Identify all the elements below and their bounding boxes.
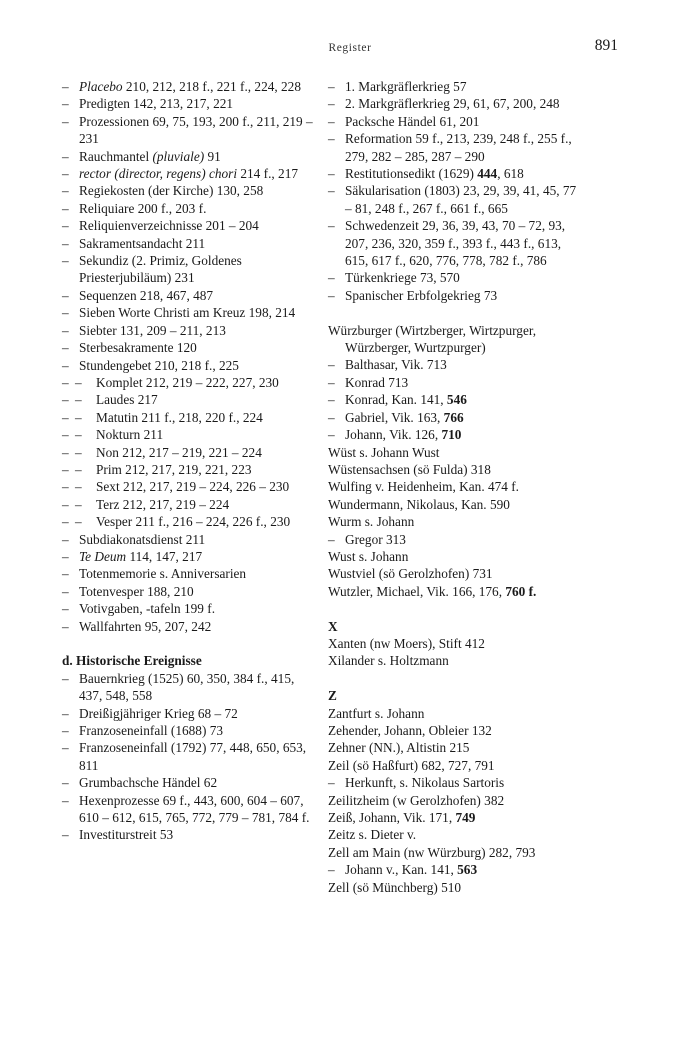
dash-marker: – — [62, 444, 69, 460]
entry-text: Spanischer Erbfolgekrieg 73 — [345, 287, 498, 303]
entry-text: Gabriel, Vik. 163, 766 — [345, 409, 464, 425]
entry-text: Wutzler, Michael, Vik. 166, 176, 760 f. — [328, 583, 537, 599]
index-entry — [328, 739, 582, 756]
index-entry — [328, 652, 582, 669]
index-entry — [62, 583, 316, 600]
entry-text: Wüstensachsen (sö Fulda) 318 — [328, 461, 491, 477]
dash-marker: – — [62, 235, 69, 251]
index-entry — [328, 217, 582, 269]
entry-text: Herkunft, s. Nikolaus Sartoris — [345, 775, 505, 791]
entry-text: Rauchmantel (pluviale) 91 — [79, 148, 221, 164]
index-entry — [328, 95, 582, 112]
index-entry — [328, 879, 582, 896]
entry-text: Johann, Vik. 126, 710 — [345, 427, 462, 443]
entry-text: Konrad, Kan. 141, 546 — [345, 392, 467, 408]
entry-text: Terz 212, 217, 219 – 224 — [96, 496, 230, 512]
entry-text: Komplet 212, 219 – 222, 227, 230 — [96, 374, 279, 390]
entry-text: Sext 212, 217, 219 – 224, 226 – 230 — [96, 479, 290, 495]
dash-marker: – — [62, 96, 69, 112]
index-entry — [62, 287, 316, 304]
index-entry — [328, 531, 582, 548]
entry-text: Reformation 59 f., 213, 239, 248 f., 255 f., 279, 282 – 285, 287 – 290 — [345, 131, 572, 164]
dash-marker: – — [328, 374, 335, 390]
entry-text: Zehner (NN.), Altistin 215 — [328, 740, 470, 756]
entry-text: Xilander s. Holtzmann — [328, 653, 449, 669]
page-number: 891 — [594, 37, 618, 54]
dash-marker: – — [62, 357, 69, 373]
entry-text: Franzoseneinfall (1792) 77, 448, 650, 653, 811 — [79, 740, 307, 773]
index-entry — [328, 844, 582, 861]
entry-text: Würzburger (Wirtzberger, Wirtzpurger, Würzberger, Wurtzpurger) — [328, 322, 537, 356]
index-entry — [328, 269, 582, 286]
entry-text: Wurm s. Johann — [328, 514, 415, 530]
dash-marker: – — [62, 392, 69, 408]
dash-marker: – — [62, 583, 69, 599]
dash-marker: – — [62, 183, 69, 199]
entry-text: Wüst s. Johann Wust — [328, 444, 440, 460]
index-entry — [328, 287, 582, 304]
entry-text: Zell am Main (nw Würzburg) 282, 793 — [328, 844, 536, 860]
dash-marker: – — [62, 566, 69, 582]
entry-text: Prozessionen 69, 75, 193, 200 f., 211, 219 – 231 — [79, 113, 313, 147]
dash-marker: – — [328, 218, 335, 234]
entry-text: Nokturn 211 — [96, 427, 164, 443]
entry-text: Konrad 713 — [345, 374, 409, 390]
dash-marker: – — [62, 200, 69, 216]
entry-text: rector (director, regens) chori 214 f., 217 — [79, 166, 299, 182]
dash-marker: – — [62, 253, 69, 269]
index-entry — [328, 583, 582, 600]
page-header — [0, 37, 700, 57]
dash-marker: – — [328, 392, 335, 408]
index-entry — [328, 165, 582, 182]
entry-text: Zeitz s. Dieter v. — [328, 827, 417, 843]
letter-heading: X — [328, 618, 338, 634]
entry-text: Placebo 210, 212, 218 f., 221 f., 224, 228 — [79, 79, 301, 94]
index-entry — [62, 531, 316, 548]
dash-marker: – — [62, 531, 69, 547]
entry-text: Zell (sö Münchberg) 510 — [328, 879, 462, 895]
entry-text: Prim 212, 217, 219, 221, 223 — [96, 461, 252, 477]
index-entry — [62, 426, 316, 443]
dash-marker: – — [328, 79, 335, 94]
entry-text: Totenvesper 188, 210 — [79, 583, 194, 599]
index-entry — [62, 374, 316, 391]
dash-marker: – — [62, 827, 69, 843]
dash-marker: – — [75, 392, 82, 408]
entry-text: 1. Markgräflerkrieg 57 — [345, 79, 467, 94]
index-entry — [62, 339, 316, 356]
letter-heading: Z — [328, 688, 337, 704]
entry-text: Türkenkriege 73, 570 — [345, 270, 460, 286]
index-entry — [62, 444, 316, 461]
dash-marker: – — [62, 409, 69, 425]
index-entry — [328, 391, 582, 408]
dash-marker: – — [328, 409, 335, 425]
index-entry — [328, 356, 582, 373]
entry-text: Wustviel (sö Gerolzhofen) 731 — [328, 566, 493, 582]
index-entry — [328, 635, 582, 652]
dash-marker: – — [75, 444, 82, 460]
index-entry — [328, 374, 582, 391]
dash-marker: – — [328, 183, 335, 199]
entry-text: Sieben Worte Christi am Kreuz 198, 214 — [79, 305, 296, 321]
entry-text: Stundengebet 210, 218 f., 225 — [79, 357, 239, 373]
index-entry — [62, 304, 316, 321]
running-head: Register — [328, 42, 372, 54]
dash-marker: – — [328, 113, 335, 129]
entry-text: Matutin 211 f., 218, 220 f., 224 — [96, 409, 263, 425]
dash-marker: – — [62, 548, 69, 564]
dash-marker: – — [62, 601, 69, 617]
entry-text: Dreißigjähriger Krieg 68 – 72 — [79, 705, 238, 721]
index-entry — [62, 409, 316, 426]
entry-text: 2. Markgräflerkrieg 29, 61, 67, 200, 248 — [345, 96, 560, 112]
entry-text: Franzoseneinfall (1688) 73 — [79, 723, 224, 739]
dash-marker: – — [62, 740, 69, 756]
entry-text: Wust s. Johann — [328, 548, 409, 564]
entry-text: Bauernkrieg (1525) 60, 350, 384 f., 415, 437, 548, 558 — [79, 670, 295, 704]
index-entry — [328, 757, 582, 774]
entry-text: Totenmemorie s. Anniversarien — [79, 566, 247, 582]
dash-marker: – — [75, 461, 82, 477]
index-entry — [328, 78, 582, 95]
entry-text: Balthasar, Vik. 713 — [345, 357, 447, 373]
index-entry — [328, 496, 582, 513]
entry-text: Regiekosten (der Kirche) 130, 258 — [79, 183, 264, 199]
entry-text: Sterbesakramente 120 — [79, 340, 197, 356]
entry-text: Siebter 131, 209 – 211, 213 — [79, 322, 226, 338]
index-entry — [328, 426, 582, 443]
dash-marker: – — [62, 427, 69, 443]
entry-text: Zeil (sö Haßfurt) 682, 727, 791 — [328, 757, 495, 773]
index-entry — [62, 200, 316, 217]
dash-marker: – — [75, 496, 82, 512]
dash-marker: – — [62, 79, 69, 94]
index-entry — [328, 705, 582, 722]
dash-marker: – — [62, 461, 69, 477]
dash-marker: – — [62, 496, 69, 512]
spacer — [328, 670, 582, 687]
index-entry — [328, 113, 582, 130]
index-entry — [62, 182, 316, 199]
dash-marker: – — [75, 427, 82, 443]
index-entry — [62, 705, 316, 722]
dash-marker: – — [62, 322, 69, 338]
spacer — [328, 600, 582, 617]
entry-text: Te Deum 114, 147, 217 — [79, 548, 203, 564]
dash-marker: – — [62, 670, 69, 686]
index-entry — [328, 861, 582, 878]
entry-text: Hexenprozesse 69 f., 443, 600, 604 – 607, 610 – 612, 615, 765, 772, 779 – 781, 784 f. — [79, 792, 310, 826]
index-entry — [62, 217, 316, 234]
index-entry — [62, 722, 316, 739]
index-entry — [328, 722, 582, 739]
entry-text: Wundermann, Nikolaus, Kan. 590 — [328, 496, 510, 512]
dash-marker: – — [328, 531, 335, 547]
dash-marker: – — [62, 775, 69, 791]
entry-text: Non 212, 217 – 219, 221 – 224 — [96, 444, 262, 460]
entry-text: Sakramentsandacht 211 — [79, 235, 206, 251]
index-entry — [62, 774, 316, 791]
dash-marker: – — [75, 514, 82, 530]
index-entry — [328, 322, 582, 357]
index-entry — [62, 148, 316, 165]
index-entry — [62, 322, 316, 339]
index-entry — [328, 792, 582, 809]
index-entry — [62, 496, 316, 513]
index-entry — [62, 600, 316, 617]
index-entry — [62, 565, 316, 582]
entry-text: Säkularisation (1803) 23, 29, 39, 41, 45, 77 – 81, 248 f., 267 f., 661 f., 665 — [345, 183, 577, 216]
entry-text: Reliquienverzeichnisse 201 – 204 — [79, 218, 259, 234]
index-entry — [328, 809, 582, 826]
entry-text: Zehender, Johann, Obleier 132 — [328, 722, 492, 738]
dash-marker: – — [328, 287, 335, 303]
index-entry — [328, 461, 582, 478]
entry-text: Gregor 313 — [345, 531, 406, 547]
dash-marker: – — [62, 148, 69, 164]
index-column-left — [62, 78, 316, 844]
entry-text: Subdiakonatsdienst 211 — [79, 531, 206, 547]
entry-text: Zeilitzheim (w Gerolzhofen) 382 — [328, 792, 505, 808]
dash-marker: – — [75, 374, 82, 390]
dash-marker: – — [328, 427, 335, 443]
index-entry — [62, 165, 316, 182]
index-entry — [328, 182, 582, 217]
index-entry — [62, 357, 316, 374]
spacer — [328, 304, 582, 321]
entry-text: Schwedenzeit 29, 36, 39, 43, 70 – 72, 93, 207, 236, 320, 359 f., 393 f., 443 f., 613, 615, 617 f., 620, 776, 778, 782 f., 786 — [345, 218, 566, 269]
section-heading: d. Historische Ereignisse — [62, 653, 202, 669]
index-entry — [62, 739, 316, 774]
entry-text: Packsche Händel 61, 201 — [345, 113, 480, 129]
index-entry — [62, 235, 316, 252]
index-entry — [62, 670, 316, 705]
dash-marker: – — [328, 775, 335, 791]
dash-marker: – — [328, 166, 335, 182]
index-entry — [62, 513, 316, 530]
index-entry — [62, 826, 316, 843]
entry-text: Restitutionsedikt (1629) 444, 618 — [345, 166, 524, 182]
entry-text: Laudes 217 — [96, 392, 158, 408]
entry-text: Johann v., Kan. 141, 563 — [345, 862, 478, 878]
dash-marker: – — [328, 357, 335, 373]
index-entry — [62, 391, 316, 408]
entry-text: Zantfurt s. Johann — [328, 705, 425, 721]
dash-marker: – — [62, 340, 69, 356]
index-entry — [328, 513, 582, 530]
spacer — [62, 635, 316, 652]
index-entry — [328, 478, 582, 495]
entry-text: Xanten (nw Moers), Stift 412 — [328, 635, 485, 651]
index-entry — [328, 444, 582, 461]
dash-marker: – — [62, 113, 69, 129]
dash-marker: – — [75, 409, 82, 425]
entry-text: Sekundiz (2. Primiz, Goldenes Priesterjubiläum) 231 — [79, 253, 242, 286]
entry-text: Reliquiare 200 f., 203 f. — [79, 200, 207, 216]
index-entry — [328, 826, 582, 843]
dash-marker: – — [62, 792, 69, 808]
dash-marker: – — [75, 479, 82, 495]
dash-marker: – — [62, 705, 69, 721]
dash-marker: – — [62, 514, 69, 530]
index-entry — [62, 548, 316, 565]
dash-marker: – — [62, 618, 69, 634]
index-entry — [62, 95, 316, 112]
index-entry — [62, 792, 316, 827]
index-entry — [328, 548, 582, 565]
index-entry — [62, 461, 316, 478]
index-entry — [62, 618, 316, 635]
index-entry — [62, 113, 316, 148]
index-entry — [328, 409, 582, 426]
index-entry — [328, 565, 582, 582]
dash-marker: – — [62, 479, 69, 495]
entry-text: Wallfahrten 95, 207, 242 — [79, 618, 212, 634]
entry-text: Votivgaben, -tafeln 199 f. — [79, 601, 216, 617]
dash-marker: – — [62, 305, 69, 321]
entry-text: Grumbachsche Händel 62 — [79, 775, 218, 791]
dash-marker: – — [328, 862, 335, 878]
dash-marker: – — [328, 131, 335, 147]
index-entry — [328, 130, 582, 165]
dash-marker: – — [328, 96, 335, 112]
entry-text: Sequenzen 218, 467, 487 — [79, 287, 214, 303]
entry-text: Investiturstreit 53 — [79, 827, 174, 843]
entry-text: Vesper 211 f., 216 – 224, 226 f., 230 — [96, 514, 291, 530]
dash-marker: – — [62, 374, 69, 390]
dash-marker: – — [62, 287, 69, 303]
index-column-right — [328, 78, 582, 896]
dash-marker: – — [62, 723, 69, 739]
dash-marker: – — [62, 166, 69, 182]
index-entry — [328, 774, 582, 791]
entry-text: Predigten 142, 213, 217, 221 — [79, 96, 234, 112]
dash-marker: – — [62, 218, 69, 234]
index-entry — [62, 252, 316, 287]
index-entry — [62, 78, 316, 95]
entry-text: Zeiß, Johann, Vik. 171, 749 — [328, 810, 476, 826]
entry-text: Wulfing v. Heidenheim, Kan. 474 f. — [328, 479, 519, 495]
index-entry — [62, 478, 316, 495]
dash-marker: – — [328, 270, 335, 286]
